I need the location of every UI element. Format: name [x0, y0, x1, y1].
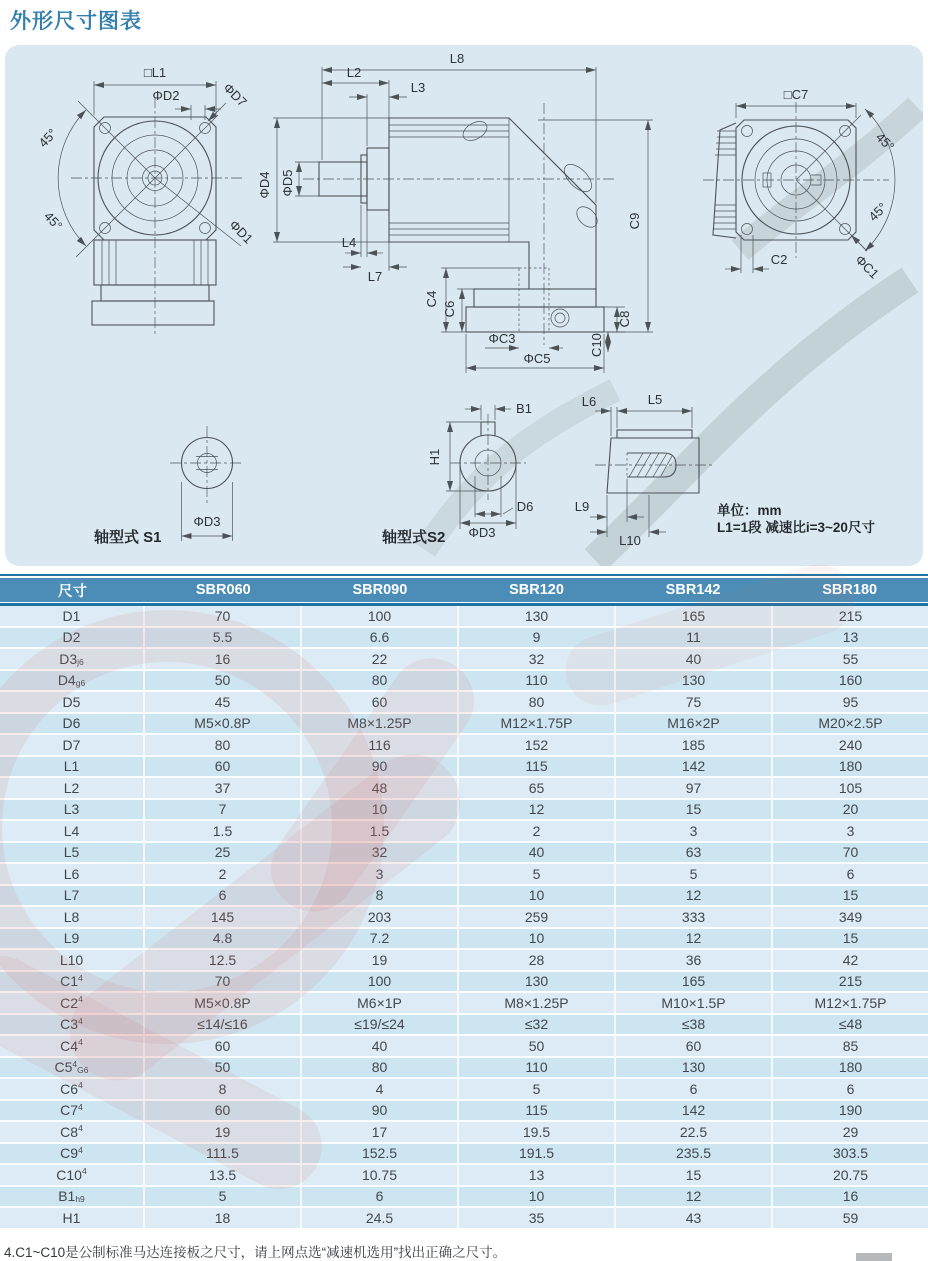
dim-value: 32 [302, 843, 459, 863]
dim-value: 95 [842, 693, 859, 710]
dim-value: 22.5 [616, 1122, 773, 1142]
table-row [0, 972, 928, 994]
dim-value: 152.5 [302, 1144, 459, 1164]
dim-value: 60 [145, 1036, 302, 1056]
dim-value: 80 [302, 671, 459, 691]
dim-value: 6 [846, 1080, 855, 1097]
dim-value: 97 [616, 778, 773, 798]
table-top-line [0, 574, 928, 576]
table-row [0, 1187, 928, 1209]
dim-label: D4 g6 [0, 671, 145, 691]
dim-value: 110 [459, 1058, 616, 1078]
dim-value: 28 [459, 950, 616, 970]
dim-label: L8 [0, 907, 145, 927]
dim-value: 50 [145, 1058, 302, 1078]
dim-value: 130 [616, 1058, 773, 1078]
dim-label: L10 [0, 950, 145, 970]
dim-label: D7 [0, 735, 145, 755]
dim-value: 9 [459, 628, 616, 648]
dim-value: 10 [302, 800, 459, 820]
front-view-drawing [36, 65, 257, 337]
dim-value: 20 [842, 801, 859, 818]
dim-value: 8 [145, 1079, 302, 1099]
dim-label: B1 h9 [0, 1187, 145, 1207]
label-l6: L6 [581, 394, 597, 409]
dim-value: 12 [459, 800, 616, 820]
dim-value: M10×1.5P [616, 993, 773, 1013]
dim-value: 37 [145, 778, 302, 798]
dim-value: 85 [842, 1037, 859, 1054]
table-row [0, 907, 928, 929]
table-row [0, 886, 928, 908]
dim-value: 215 [838, 607, 863, 624]
dim-value: 349 [838, 908, 863, 925]
dim-label: C6 4 [0, 1079, 145, 1099]
dim-value: M12×1.75P [814, 994, 887, 1011]
dim-value: 19 [145, 1122, 302, 1142]
table-row [0, 993, 928, 1015]
column-header: SBR180 [822, 582, 878, 598]
dim-value: 13 [842, 629, 859, 646]
table-row [0, 757, 928, 779]
dim-value: 43 [616, 1208, 773, 1228]
dim-value: 48 [302, 778, 459, 798]
dim-value: 110 [459, 671, 616, 691]
label-c3: ΦC3 [488, 331, 516, 346]
dim-value: 16 [842, 1188, 859, 1205]
label-l3: L3 [410, 80, 426, 95]
dim-label: L2 [0, 778, 145, 798]
dim-value: 145 [145, 907, 302, 927]
table-row [0, 1208, 928, 1230]
dim-value: 20.75 [832, 1166, 869, 1183]
dim-value: 12 [616, 1187, 773, 1207]
page-title: 外形尺寸图表 [10, 10, 142, 33]
dim-label: C1 4 [0, 972, 145, 992]
dim-value: 12 [616, 886, 773, 906]
dim-value: 333 [616, 907, 773, 927]
table-row [0, 1036, 928, 1058]
dim-value: 15 [842, 930, 859, 947]
dim-value: 2 [145, 864, 302, 884]
table-row [0, 628, 928, 650]
dim-value: 190 [838, 1102, 863, 1119]
dim-label: D6 [0, 714, 145, 734]
table-row [0, 735, 928, 757]
dim-value: 5.5 [145, 628, 302, 648]
dim-label: C9 4 [0, 1144, 145, 1164]
label-d6: D6 [516, 499, 534, 514]
column-header: SBR142 [665, 582, 721, 598]
dim-label: H1 [0, 1208, 145, 1228]
dim-value: ≤14/≤16 [145, 1015, 302, 1035]
dim-value: 165 [616, 972, 773, 992]
dim-value: 60 [302, 692, 459, 712]
table-row [0, 1122, 928, 1144]
dim-value: 13.5 [145, 1165, 302, 1185]
label-c4: C4 [424, 290, 439, 308]
dimension-table [0, 574, 928, 1230]
label-l4: L4 [341, 235, 357, 250]
page-corner-box [856, 1253, 892, 1261]
label-d5: ΦD5 [280, 169, 295, 197]
table-row [0, 1079, 928, 1101]
dim-value: 100 [302, 972, 459, 992]
table-row [0, 692, 928, 714]
dim-label: D5 [0, 692, 145, 712]
dim-value: 6 [302, 1187, 459, 1207]
label-l5: L5 [647, 392, 663, 407]
table-row [0, 778, 928, 800]
table-row [0, 1058, 928, 1080]
dim-label: D1 [0, 606, 145, 626]
dim-value: 25 [145, 843, 302, 863]
shaft-s2-caption: 轴型式S2 [382, 529, 446, 546]
dim-value: 50 [459, 1036, 616, 1056]
dim-value: ≤48 [838, 1016, 863, 1033]
dim-value: 5 [616, 864, 773, 884]
dim-value: 70 [842, 844, 859, 861]
label-c10: C10 [589, 333, 604, 357]
label-c6: C6 [442, 300, 457, 318]
dim-value: M20×2.5P [818, 715, 883, 732]
dim-value: 165 [616, 606, 773, 626]
dim-label: C8 4 [0, 1122, 145, 1142]
dim-value: 6 [846, 865, 855, 882]
table-row [0, 606, 928, 628]
dim-value: 29 [842, 1123, 859, 1140]
dim-value: 142 [616, 757, 773, 777]
dim-value: 60 [616, 1036, 773, 1056]
dim-value: 75 [616, 692, 773, 712]
dim-value: 3 [846, 822, 855, 839]
label-d1: ΦD1 [226, 216, 257, 247]
dim-value: 35 [459, 1208, 616, 1228]
dim-value: 16 [145, 649, 302, 669]
shaft-s1-caption: 轴型式 S1 [94, 529, 162, 546]
dim-value: M16×2P [616, 714, 773, 734]
label-d4: ΦD4 [257, 171, 272, 199]
dim-value: 3 [616, 821, 773, 841]
label-c1: ΦC1 [852, 251, 883, 282]
dim-value: 15 [616, 800, 773, 820]
dim-value: 115 [459, 1101, 616, 1121]
label-b1: B1 [516, 401, 532, 416]
dim-value: 11 [616, 628, 773, 648]
dim-value: 10 [459, 929, 616, 949]
label-rear-45-bottom: 45° [865, 199, 891, 225]
dim-value: 18 [145, 1208, 302, 1228]
dim-value: 6.6 [302, 628, 459, 648]
dim-value: 191.5 [459, 1144, 616, 1164]
dim-value: 32 [459, 649, 616, 669]
dim-label: D3 j6 [0, 649, 145, 669]
dim-value: ≤32 [459, 1015, 616, 1035]
dim-value: 130 [459, 606, 616, 626]
dim-label: L6 [0, 864, 145, 884]
dim-value: 7 [145, 800, 302, 820]
dim-value: M8×1.25P [459, 993, 616, 1013]
label-d7: ΦD7 [220, 79, 251, 110]
dim-value: 10 [459, 886, 616, 906]
dim-value: 55 [842, 650, 859, 667]
dim-value: 8 [302, 886, 459, 906]
dim-value: 2 [459, 821, 616, 841]
label-rear-45-top: 45° [872, 129, 898, 155]
dim-label: C3 4 [0, 1015, 145, 1035]
dim-value: M6×1P [302, 993, 459, 1013]
dimension-diagram-panel [5, 45, 923, 566]
label-c2: C2 [770, 252, 788, 267]
dim-value: 1.5 [145, 821, 302, 841]
dim-value: 40 [302, 1036, 459, 1056]
dim-value: 4.8 [145, 929, 302, 949]
table-row [0, 800, 928, 822]
table-header-row [0, 578, 928, 602]
dim-value: 80 [302, 1058, 459, 1078]
dim-value: 116 [302, 735, 459, 755]
label-c9: C9 [627, 212, 642, 230]
dim-value: 50 [145, 671, 302, 691]
dim-label: L4 [0, 821, 145, 841]
table-row [0, 950, 928, 972]
column-header: SBR060 [195, 582, 251, 598]
label-front-45-top: 45° [35, 125, 60, 151]
dim-label: C2 4 [0, 993, 145, 1013]
dim-value: 130 [459, 972, 616, 992]
dim-value: 185 [616, 735, 773, 755]
label-front-45-bottom: 45° [41, 208, 66, 234]
dim-value: 40 [459, 843, 616, 863]
unit-note-line2: L1=1段 减速比i=3~20尺寸 [717, 520, 875, 535]
side-view-drawing [257, 51, 653, 373]
label-l7: L7 [367, 269, 383, 284]
dim-value: 12.5 [145, 950, 302, 970]
label-c8: C8 [617, 310, 632, 328]
dim-label: D2 [0, 628, 145, 648]
table-row [0, 1144, 928, 1166]
label-l2: L2 [346, 65, 362, 80]
dim-value: 303.5 [832, 1145, 869, 1162]
dim-value: 19 [302, 950, 459, 970]
dim-value: 36 [616, 950, 773, 970]
table-row [0, 1165, 928, 1187]
label-c5: ΦC5 [523, 351, 551, 366]
dim-value: 42 [842, 951, 859, 968]
dim-value: 15 [842, 887, 859, 904]
dim-value: 70 [145, 972, 302, 992]
dim-value: 259 [459, 907, 616, 927]
dim-value: 5 [459, 1079, 616, 1099]
dim-value: M5×0.8P [145, 993, 302, 1013]
dim-value: 59 [842, 1209, 859, 1226]
label-s1-d3: ΦD3 [193, 514, 221, 529]
dim-value: 63 [616, 843, 773, 863]
dim-value: 10 [459, 1187, 616, 1207]
table-row [0, 714, 928, 736]
label-l10: L10 [619, 533, 641, 548]
label-d2: ΦD2 [152, 88, 180, 103]
dim-value: 90 [302, 757, 459, 777]
label-h1: H1 [427, 448, 442, 466]
dim-value: 6 [616, 1079, 773, 1099]
dim-value: 111.5 [145, 1144, 302, 1164]
column-header: SBR120 [509, 582, 564, 598]
table-row [0, 929, 928, 951]
table-row [0, 1101, 928, 1123]
column-header: 尺寸 [58, 583, 87, 600]
label-l8: L8 [449, 51, 465, 66]
dim-label: L9 [0, 929, 145, 949]
dim-value: 6 [145, 886, 302, 906]
dim-value: 240 [838, 736, 863, 753]
dim-value: 180 [838, 1059, 863, 1076]
dim-value: 152 [459, 735, 616, 755]
label-c7: □C7 [783, 87, 809, 102]
dim-value: 203 [302, 907, 459, 927]
dim-label: L3 [0, 800, 145, 820]
dim-value: 60 [145, 1101, 302, 1121]
dimension-diagram [5, 45, 923, 566]
column-header: SBR090 [352, 582, 408, 598]
dim-value: 15 [616, 1165, 773, 1185]
dim-value: ≤38 [616, 1015, 773, 1035]
table-row [0, 671, 928, 693]
dim-value: 1.5 [302, 821, 459, 841]
dim-label: C7 4 [0, 1101, 145, 1121]
dim-value: 80 [459, 692, 616, 712]
table-row [0, 864, 928, 886]
dim-value: 5 [145, 1187, 302, 1207]
table-row [0, 843, 928, 865]
dim-value: M8×1.25P [302, 714, 459, 734]
dim-value: 5 [459, 864, 616, 884]
rear-view-drawing [703, 87, 897, 282]
dim-label: C10 4 [0, 1165, 145, 1185]
unit-note-line1: 单位：mm [717, 503, 782, 518]
dim-value: 235.5 [616, 1144, 773, 1164]
dim-value: 60 [145, 757, 302, 777]
dim-value: 10.75 [302, 1165, 459, 1185]
dim-value: 17 [302, 1122, 459, 1142]
footnote: 4.C1~C10是公制标准马达连接板之尺寸，请上网点选“减速机选用”找出正确之尺寸。 [4, 1245, 507, 1260]
dim-value: 142 [616, 1101, 773, 1121]
dim-value: 130 [616, 671, 773, 691]
dim-value: 4 [302, 1079, 459, 1099]
dim-value: M12×1.75P [459, 714, 616, 734]
dim-value: 22 [302, 649, 459, 669]
label-l1: □L1 [143, 65, 167, 80]
dim-value: 65 [459, 778, 616, 798]
dim-value: 40 [616, 649, 773, 669]
dim-value: 24.5 [302, 1208, 459, 1228]
table-row [0, 649, 928, 671]
dim-value: 215 [838, 973, 863, 990]
dim-value: ≤19/≤24 [302, 1015, 459, 1035]
dim-label: L7 [0, 886, 145, 906]
table-row [0, 1015, 928, 1037]
label-s2-d3: ΦD3 [468, 525, 496, 540]
dim-label: C5 4 G6 [0, 1058, 145, 1078]
dim-value: 115 [459, 757, 616, 777]
dim-value: 13 [459, 1165, 616, 1185]
dim-value: 19.5 [459, 1122, 616, 1142]
dim-value: 12 [616, 929, 773, 949]
dim-value: 45 [145, 692, 302, 712]
dim-label: L5 [0, 843, 145, 863]
label-l9: L9 [574, 499, 590, 514]
dim-value: 3 [302, 864, 459, 884]
dim-label: C4 4 [0, 1036, 145, 1056]
dim-value: 180 [838, 758, 863, 775]
dim-value: 90 [302, 1101, 459, 1121]
dim-value: 70 [145, 606, 302, 626]
dim-value: M5×0.8P [145, 714, 302, 734]
table-row [0, 821, 928, 843]
dim-value: 7.2 [302, 929, 459, 949]
dim-value: 80 [145, 735, 302, 755]
dim-value: 160 [838, 672, 863, 689]
shaft-s1-drawing [94, 426, 244, 546]
dim-label: L1 [0, 757, 145, 777]
dim-value: 105 [838, 779, 863, 796]
dim-value: 100 [302, 606, 459, 626]
table-body [0, 606, 928, 1230]
